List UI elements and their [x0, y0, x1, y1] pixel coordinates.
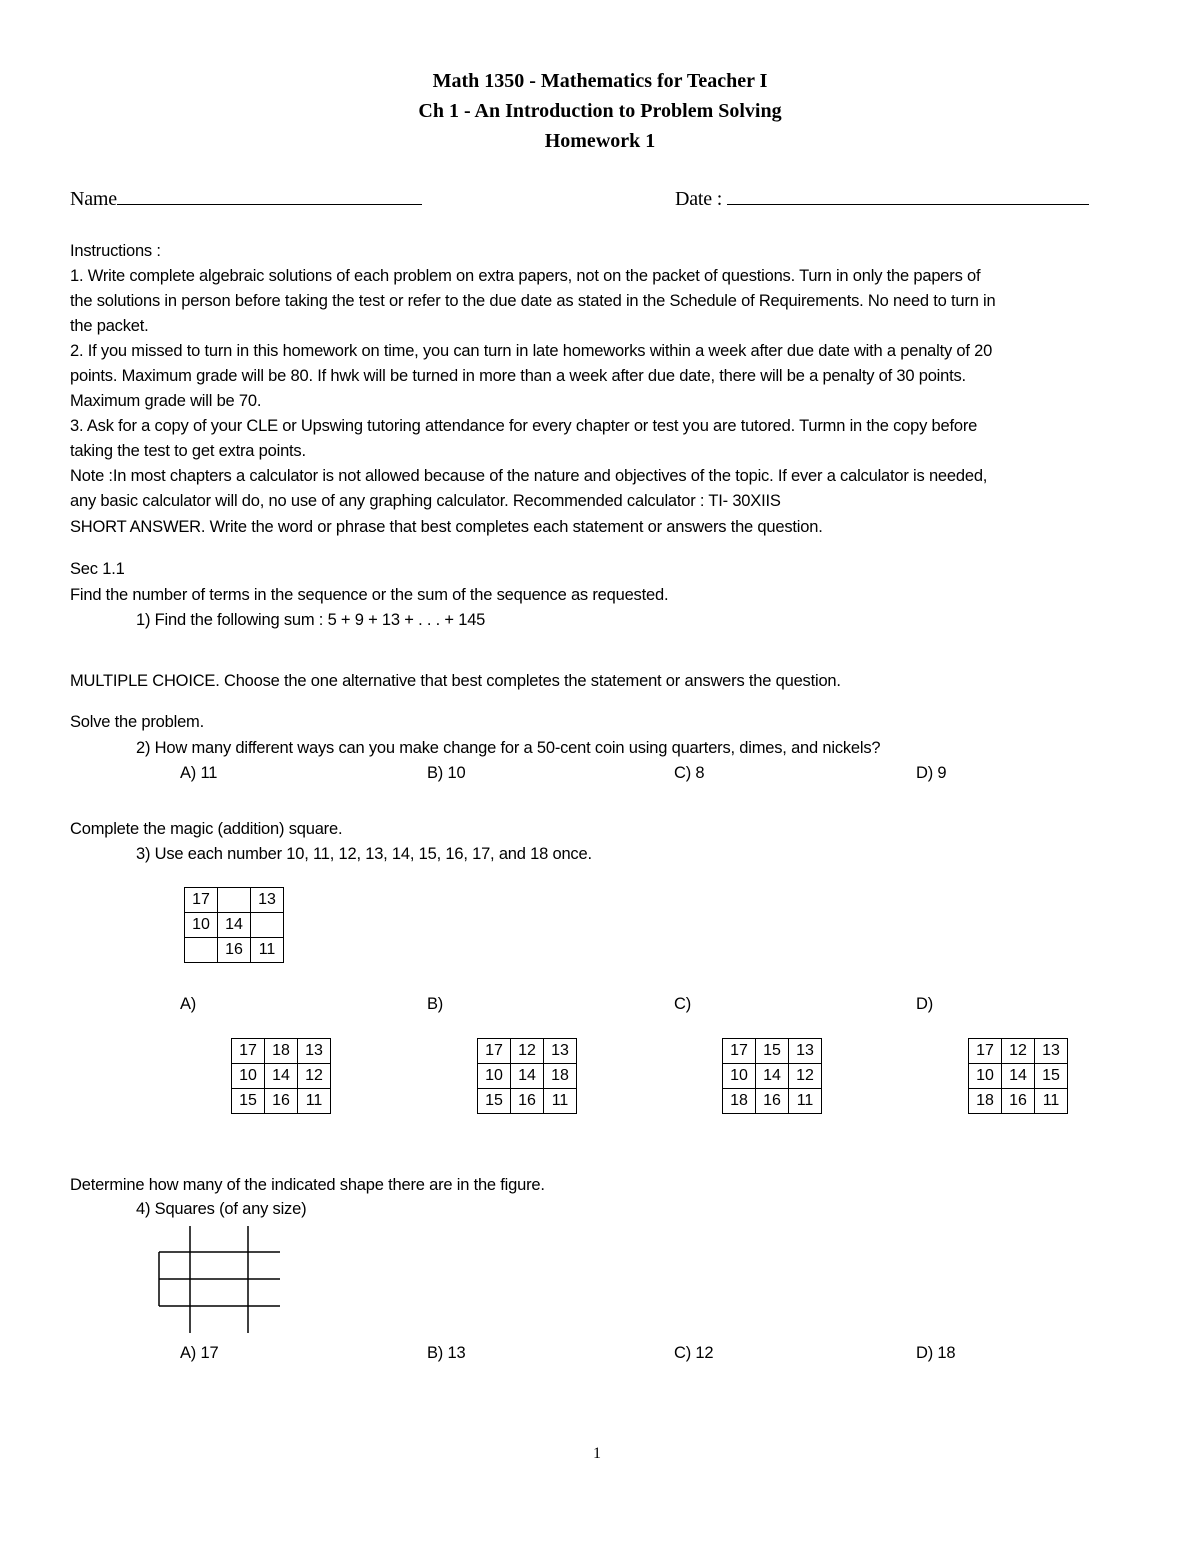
choice-a-square	[231, 1038, 331, 1114]
grid-cell: 14	[218, 913, 251, 938]
choice-b-square	[477, 1038, 577, 1114]
date-field	[675, 188, 1089, 211]
date-label: Date :	[675, 188, 723, 210]
grid-cell: 17	[969, 1039, 1002, 1064]
question-2: 2) How many different ways can you make change for a 50-cent coin using quarters, dimes, and nickels?	[136, 739, 881, 757]
grid-cell: 18	[265, 1039, 298, 1064]
grid-cell: 16	[756, 1089, 789, 1114]
grid-cell: 10	[185, 913, 218, 938]
grid-cell: 15	[1035, 1064, 1068, 1089]
choice-d-square	[968, 1038, 1068, 1114]
grid-cell	[185, 938, 218, 963]
grid-cell: 13	[544, 1039, 577, 1064]
grid-cell: 14	[265, 1064, 298, 1089]
grid-cell	[218, 888, 251, 913]
grid-cell: 17	[185, 888, 218, 913]
grid-cell: 12	[1002, 1039, 1035, 1064]
grid-cell: 17	[232, 1039, 265, 1064]
q4-choice-b[interactable]: B) 13	[427, 1344, 466, 1362]
q3-choice-c-label[interactable]: C)	[674, 995, 692, 1013]
page-number: 1	[593, 1445, 601, 1462]
grid-cell: 15	[232, 1089, 265, 1114]
grid-cell: 12	[511, 1039, 544, 1064]
grid-cell: 15	[756, 1039, 789, 1064]
grid-cell: 18	[969, 1089, 1002, 1114]
grid-cell: 18	[723, 1089, 756, 1114]
q4-choice-d[interactable]: D) 18	[916, 1344, 956, 1362]
instruction-line: 3. Ask for a copy of your CLE or Upswing tutoring attendance for every chapter or test you are tutored. Turmn in the copy before	[70, 417, 978, 435]
grid-cell: 12	[789, 1064, 822, 1089]
grid-cell: 14	[511, 1064, 544, 1089]
instruction-line: points. Maximum grade will be 80. If hwk will be turned in more than a week after due date, there will be a penalty of 30 points.	[70, 367, 966, 385]
multiple-choice-heading: MULTIPLE CHOICE. Choose the one alternative that best completes the statement or answers the question.	[70, 672, 841, 690]
grid-cell: 15	[478, 1089, 511, 1114]
grid-cell: 13	[298, 1039, 331, 1064]
grid-cell: 12	[298, 1064, 331, 1089]
squares-figure	[150, 1222, 290, 1337]
grid-cell: 10	[478, 1064, 511, 1089]
grid-cell: 16	[511, 1089, 544, 1114]
grid-cell: 16	[218, 938, 251, 963]
grid-cell: 18	[544, 1064, 577, 1089]
instruction-line: Maximum grade will be 70.	[70, 392, 262, 410]
q4-choice-c[interactable]: C) 12	[674, 1344, 714, 1362]
question-4: 4) Squares (of any size)	[136, 1200, 307, 1218]
grid-cell: 11	[544, 1089, 577, 1114]
instructions-heading: Instructions :	[70, 242, 161, 260]
grid-cell: 11	[251, 938, 284, 963]
q3-choice-a-label[interactable]: A)	[180, 995, 197, 1013]
grid-cell: 14	[756, 1064, 789, 1089]
name-field	[70, 188, 422, 211]
instruction-line: the solutions in person before taking the test or refer to the due date as stated in the Schedule of Requirements. No need to turn in	[70, 292, 996, 310]
grid-cell: 17	[723, 1039, 756, 1064]
q3-choice-d-label[interactable]: D)	[916, 995, 934, 1013]
grid-cell: 11	[1035, 1089, 1068, 1114]
sequence-instruction: Find the number of terms in the sequence or the sum of the sequence as requested.	[70, 586, 669, 604]
short-answer-heading: SHORT ANSWER. Write the word or phrase that best completes each statement or answers the question.	[70, 518, 823, 536]
magic-square-instruction: Complete the magic (addition) square.	[70, 820, 343, 838]
grid-cell: 11	[298, 1089, 331, 1114]
q3-choice-b-label[interactable]: B)	[427, 995, 444, 1013]
name-blank[interactable]	[117, 204, 422, 205]
grid-cell	[251, 913, 284, 938]
q2-choice-c[interactable]: C) 8	[674, 764, 705, 782]
chapter-title: Ch 1 - An Introduction to Problem Solving	[418, 100, 782, 122]
instruction-line: taking the test to get extra points.	[70, 442, 306, 460]
q2-choice-a[interactable]: A) 11	[180, 764, 218, 782]
grid-cell: 13	[789, 1039, 822, 1064]
grid-cell: 16	[1002, 1089, 1035, 1114]
question-1: 1) Find the following sum : 5 + 9 + 13 + . . . + 145	[136, 611, 486, 629]
grid-cell: 16	[265, 1089, 298, 1114]
instruction-line: 2. If you missed to turn in this homework on time, you can turn in late homeworks within a week after due date with a penalty of 20	[70, 342, 993, 360]
section-label: Sec 1.1	[70, 560, 125, 578]
q4-choice-a[interactable]: A) 17	[180, 1344, 219, 1362]
q2-choice-d[interactable]: D) 9	[916, 764, 947, 782]
grid-cell: 10	[723, 1064, 756, 1089]
grid-cell: 13	[1035, 1039, 1068, 1064]
date-blank[interactable]	[727, 204, 1089, 205]
grid-cell: 17	[478, 1039, 511, 1064]
assignment-title: Homework 1	[544, 130, 656, 152]
grid-cell: 13	[251, 888, 284, 913]
name-label: Name	[70, 188, 117, 210]
choice-c-square	[722, 1038, 822, 1114]
given-magic-square	[184, 887, 284, 963]
grid-cell: 14	[1002, 1064, 1035, 1089]
question-3: 3) Use each number 10, 11, 12, 13, 14, 15, 16, 17, and 18 once.	[136, 845, 592, 863]
grid-cell: 10	[232, 1064, 265, 1089]
instruction-line: 1. Write complete algebraic solutions of each problem on extra papers, not on the packet of questions. Turn in only the papers of	[70, 267, 981, 285]
grid-cell: 10	[969, 1064, 1002, 1089]
shape-instruction: Determine how many of the indicated shape there are in the figure.	[70, 1176, 545, 1194]
q2-choice-b[interactable]: B) 10	[427, 764, 466, 782]
instruction-line: Note :In most chapters a calculator is not allowed because of the nature and objectives of the topic. If ever a calculator is needed,	[70, 467, 988, 485]
grid-cell: 11	[789, 1089, 822, 1114]
instruction-line: the packet.	[70, 317, 149, 335]
instruction-line: any basic calculator will do, no use of any graphing calculator. Recommended calculator : TI- 30XIIS	[70, 492, 781, 510]
solve-instruction: Solve the problem.	[70, 713, 204, 731]
course-title: Math 1350 - Mathematics for Teacher I	[432, 70, 768, 92]
